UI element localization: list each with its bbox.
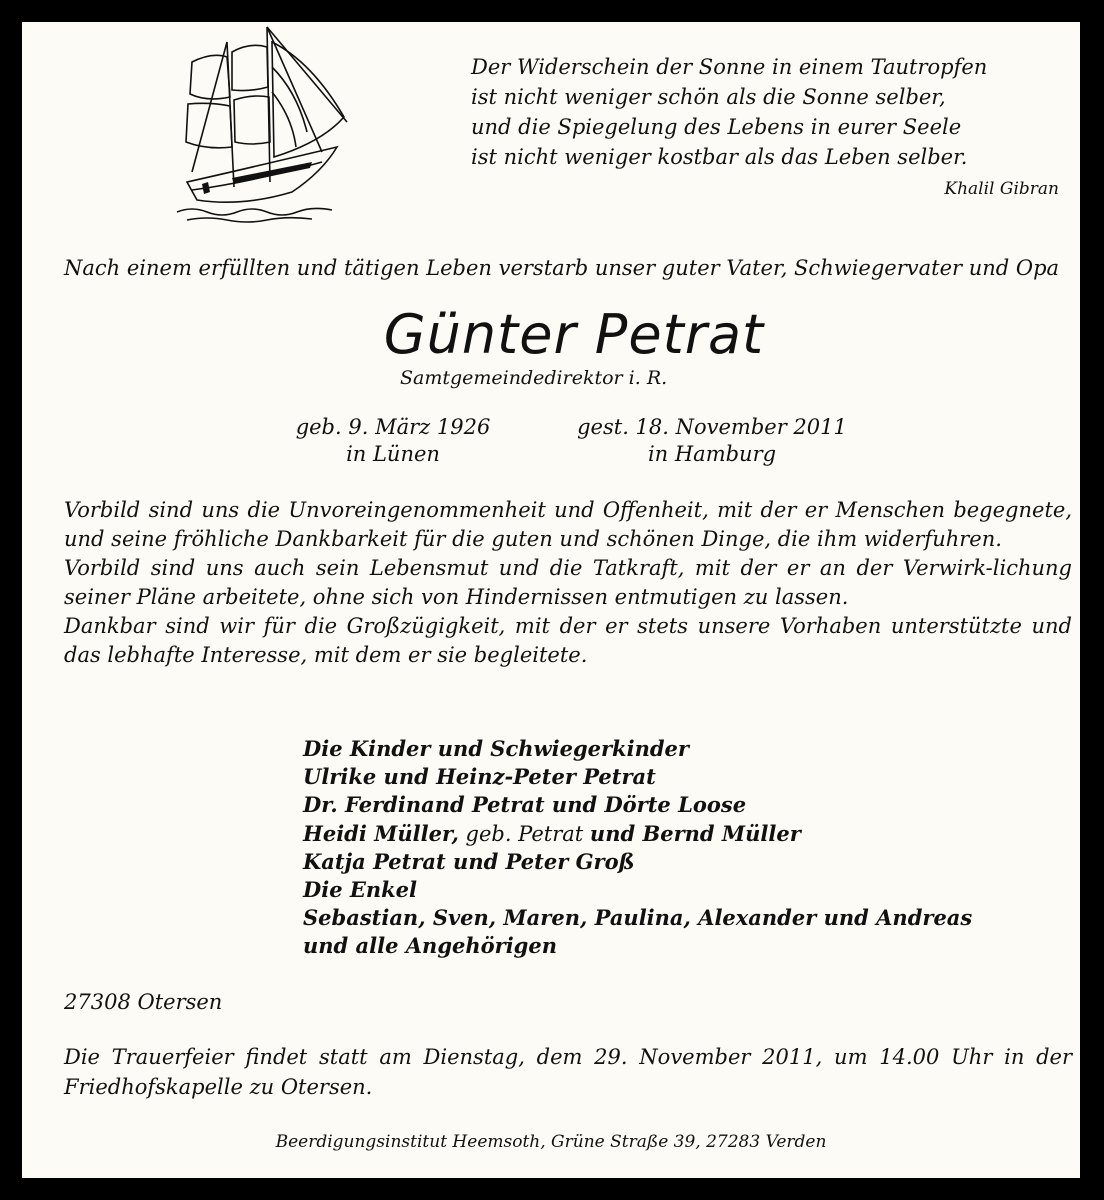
funeral-info: Die Trauerfeier findet statt am Dienstag, dem 29. November 2011, um 14.00 Uhr in der Friedhofskapelle zu Otersen.: [64, 1045, 1072, 1099]
mourner-line: [303, 820, 972, 848]
mourner-name: Heidi Müller,: [303, 820, 459, 846]
quote-author: Khalil Gibran: [944, 179, 1059, 199]
mourner-line: Die Enkel: [303, 877, 418, 903]
quote-line: ist nicht weniger schön als die Sonne selber,: [471, 85, 946, 109]
deceased-title: Samtgemeindedirektor i. R.: [400, 367, 668, 389]
tribute-paragraph: Vorbild sind uns die Unvoreingenommenheit und Offenheit, mit der er Menschen begegnete, und seine fröhliche Dankbarkeit für die guten und schönen Dinge, die ihm widerfuhren.: [64, 498, 1072, 551]
quote-block: [471, 52, 1071, 204]
undertaker-info: Beerdigungsinstitut Heemsoth, Grüne Straße 39, 27283 Verden: [275, 1132, 827, 1152]
mourner-line: Katja Petrat und Peter Groß: [303, 848, 635, 874]
mourner-line: Die Kinder und Schwiegerkinder: [303, 736, 689, 761]
tribute-text: [64, 496, 1072, 670]
mourner-maiden-name: geb. Petrat: [458, 821, 590, 846]
birth-date: geb. 9. März 1926: [295, 415, 491, 439]
birth-info: [278, 414, 508, 468]
mourners-list: [303, 735, 972, 961]
death-info: [562, 414, 862, 468]
quote-line: ist nicht weniger kostbar als das Leben selber.: [471, 145, 968, 169]
intro-text: Nach einem erfüllten und tätigen Leben verstarb unser guter Vater, Schwiegervater und Opa: [64, 256, 1060, 280]
mourner-partner: und Bernd Müller: [589, 820, 801, 846]
deceased-name: Günter Petrat: [383, 303, 765, 366]
birth-place: in Lünen: [346, 442, 440, 466]
quote-line: Der Widerschein der Sonne in einem Tautropfen: [471, 55, 988, 79]
sailing-ship-icon: [172, 22, 357, 227]
death-place: in Hamburg: [647, 442, 777, 466]
obituary-notice: [22, 22, 1080, 1178]
quote-line: und die Spiegelung des Lebens in eurer Seele: [471, 115, 962, 139]
mourner-line: Sebastian, Sven, Maren, Paulina, Alexander und Andreas: [303, 905, 973, 931]
tribute-paragraph: Dankbar sind wir für die Großzügigkeit, mit der er stets unsere Vorhaben unterstützte und das lebhafte Interesse, mit dem er sie begleitete.: [64, 614, 1072, 667]
place-of-residence: 27308 Otersen: [64, 990, 223, 1014]
mourner-line: Dr. Ferdinand Petrat und Dörte Loose: [303, 792, 747, 818]
death-date: gest. 18. November 2011: [577, 415, 847, 439]
mourner-line: und alle Angehörigen: [303, 933, 557, 959]
mourner-line: Ulrike und Heinz-Peter Petrat: [303, 764, 656, 790]
tribute-paragraph: Vorbild sind uns auch sein Lebensmut und die Tatkraft, mit der er an der Verwirk-lichung seiner Pläne arbeitete, ohne sich von Hindernissen entmutigen zu lassen.: [64, 556, 1072, 609]
